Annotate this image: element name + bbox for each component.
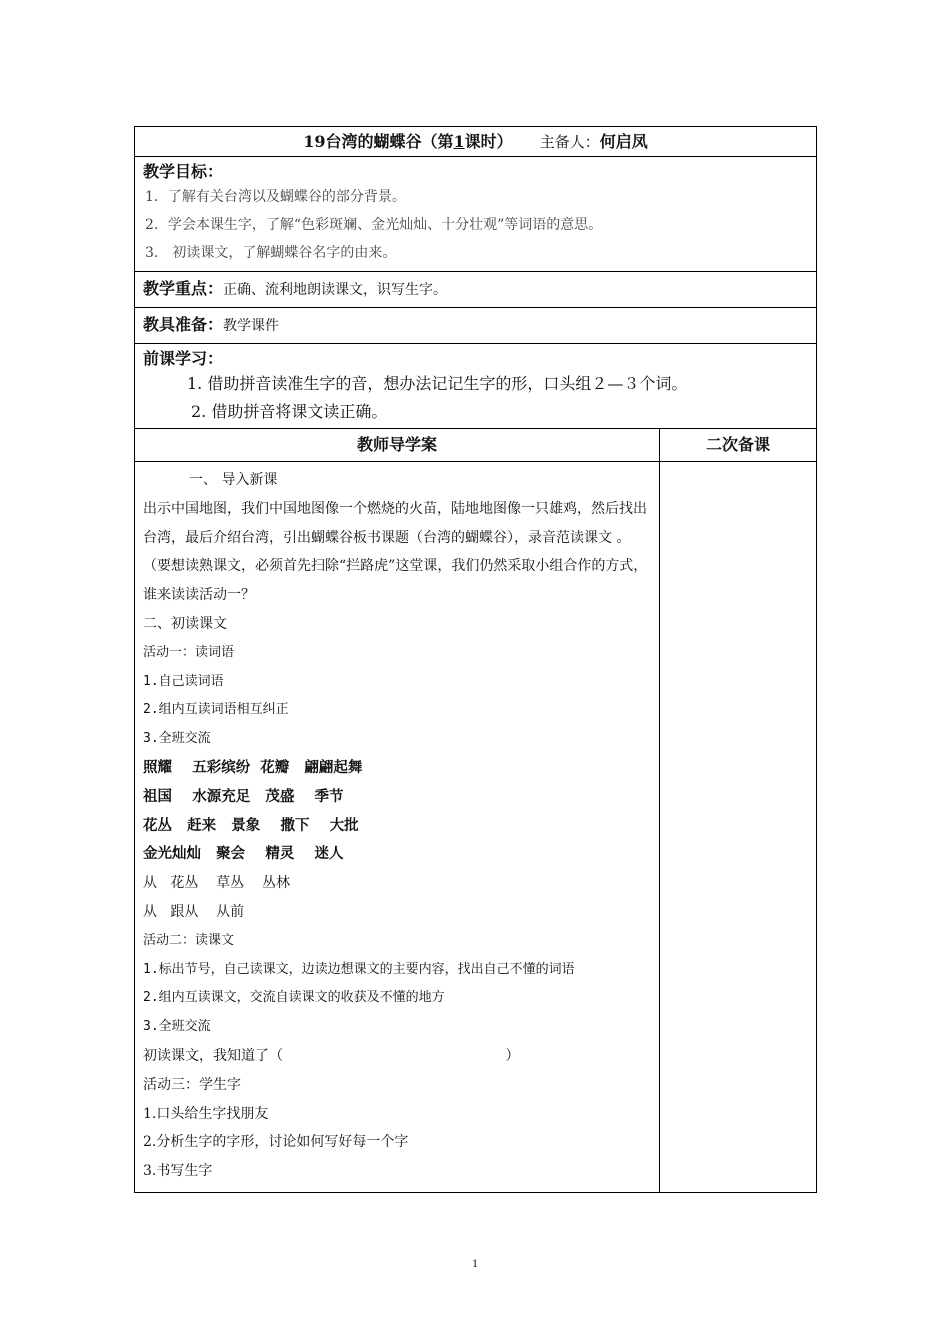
page-number: 1 <box>472 1256 478 1270</box>
know-blank: 初读课文，我知道了（ ） <box>143 1047 520 1064</box>
lead-label: 主备人： <box>539 133 600 151</box>
activity-step: 3.书写生字 <box>143 1163 213 1180</box>
activity-heading: 活动三：学生字 <box>143 1076 241 1093</box>
activity-step: 1.自己读词语 <box>143 673 224 689</box>
goal-item: 3． 初读课文，了解蝴蝶谷名字的由来。 <box>145 245 397 261</box>
activity-step: 1.标出节号，自己读课文，边读边想课文的主要内容，找出自己不懂的词语 <box>143 961 575 977</box>
activity-step: 2.组内互读课文，交流自读课文的收获及不懂的地方 <box>143 990 445 1006</box>
activity-heading: 活动一：读词语 <box>143 644 235 660</box>
title-row <box>135 127 816 157</box>
word-row: 花丛 赶来 景象 撒下 大批 <box>143 817 359 834</box>
title-prefix: 19台湾的蝴蝶谷（第 <box>303 132 454 151</box>
title-suffix: 课时） <box>464 132 513 151</box>
activity-step: 2.分析生字的字形，讨论如何写好每一个字 <box>143 1134 409 1151</box>
activity-step: 2.组内互读词语相互纠正 <box>143 702 289 718</box>
activity-heading: 活动二：读课文 <box>143 932 235 948</box>
prestudy-item: 1. 借助拼音读准生字的音，想办法记记生字的形，口头组２—３个词。 <box>187 374 688 393</box>
focus-section <box>135 272 816 308</box>
activity-step: 3.全班交流 <box>143 1019 211 1035</box>
tools-section <box>135 308 816 344</box>
word-row: 照耀 五彩缤纷 花瓣 翩翩起舞 <box>143 759 363 776</box>
second-prep-content <box>660 462 816 1192</box>
teacher-plan-header: 教师导学案 <box>135 429 660 461</box>
goal-item: 2．学会本课生字，了解“色彩斑斓、金光灿灿、十分壮观”等词语的意思。 <box>145 217 603 233</box>
lesson-plan-table <box>134 126 817 1193</box>
goals-section <box>135 157 816 272</box>
section-heading: 二、初读课文 <box>143 615 227 632</box>
prestudy-item: 2. 借助拼音将课文读正确。 <box>191 402 388 421</box>
prestudy-heading: 前课学习： <box>143 349 224 368</box>
lead-name: 何启凤 <box>599 132 648 151</box>
intro-heading: 一、 导入新课 <box>189 472 278 488</box>
lesson-number: 1 <box>453 132 465 151</box>
goals-heading: 教学目标： <box>143 162 224 181</box>
second-prep-header: 二次备课 <box>705 435 770 454</box>
tools-label: 教具准备： <box>143 315 224 334</box>
intro-text: 出示中国地图，我们中国地图像一个燃烧的火苗，陆地地图像一只雄鸡，然后找出台湾，最后介绍台湾，引出蝴蝶谷板书课题（台湾的蝴蝶谷），录音范读课文 。（要想读熟课文，必须首先扫除“拦路虎”这堂课，我们仍然采取小组合作的方式，谁来读读活动一？ <box>143 500 648 604</box>
activity-step: 1.口头给生字找朋友 <box>143 1105 269 1122</box>
focus-text: 正确、流利地朗读课文，识写生字。 <box>223 282 448 298</box>
lesson-body-row <box>135 462 816 1192</box>
cong-words: 从 花丛 草丛 丛林 <box>143 875 290 892</box>
word-row: 祖国 水源充足 茂盛 季节 <box>143 788 344 805</box>
word-row: 金光灿灿 聚会 精灵 迷人 <box>143 846 344 863</box>
focus-label: 教学重点： <box>143 279 224 298</box>
prestudy-section <box>135 344 816 429</box>
tools-text: 教学课件 <box>223 318 280 334</box>
teacher-plan-content <box>135 462 660 1192</box>
column-header-row <box>135 429 816 462</box>
goal-item: 1．了解有关台湾以及蝴蝶谷的部分背景。 <box>145 189 406 205</box>
activity-step: 3.全班交流 <box>143 731 211 747</box>
cong-words: 从 跟从 从前 <box>143 903 245 920</box>
